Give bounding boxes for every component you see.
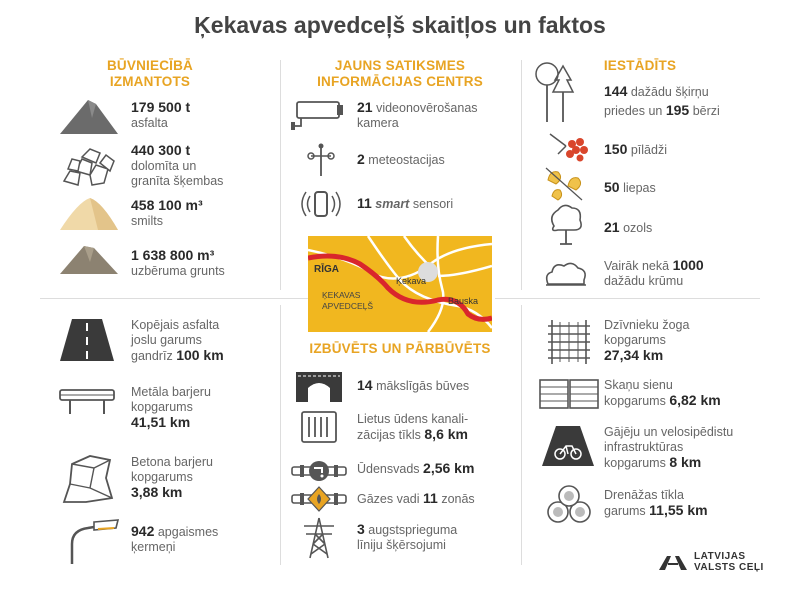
weather-station-icon bbox=[305, 142, 337, 178]
metal-barrier-stat: Metāla barjeru kopgarums 41,51 km bbox=[131, 385, 211, 430]
oak-icon bbox=[546, 202, 586, 246]
noise-barrier-icon bbox=[538, 378, 600, 410]
map-label-riga: RĪGA bbox=[314, 264, 339, 275]
route-map bbox=[308, 236, 492, 332]
gas-pipe-icon bbox=[290, 486, 348, 512]
map-label-kekava: Ķekava bbox=[396, 276, 427, 286]
bridge-structure-icon bbox=[294, 370, 344, 404]
page-title: Ķekavas apvedceļš skaitļos un faktos bbox=[194, 12, 606, 38]
pine-birch-stat: 144 dažādu šķirņu priedes un 195 bērzi bbox=[604, 83, 720, 118]
meteo-stat: 2 meteostacijas bbox=[357, 151, 445, 167]
bike-path-icon bbox=[540, 424, 596, 468]
road-lanes-icon bbox=[58, 317, 116, 363]
water-pipe-stat: Ūdensvads 2,56 km bbox=[357, 460, 475, 476]
divider bbox=[521, 305, 522, 565]
lvc-logo-text: LATVIJAS VALSTS CEĻI bbox=[694, 551, 764, 573]
high-voltage-stat: 3 augstsprieguma līniju šķērsojumi bbox=[357, 521, 458, 552]
noise-barrier-stat: Skaņu sienu kopgarums 6,82 km bbox=[604, 378, 721, 408]
divider bbox=[495, 298, 760, 299]
smart-sensor-stat: 11 smart sensori bbox=[357, 195, 454, 211]
map-label-bypass: ĶEKAVAS bbox=[322, 290, 361, 300]
storm-sewer-stat: Lietus ūdens kanali- zācijas tīkls 8,6 km bbox=[357, 412, 469, 442]
power-line-tower-icon bbox=[302, 516, 336, 560]
rowan-stat: 150 pīlādži bbox=[604, 141, 667, 157]
shrub-stat: Vairāk nekā 1000 dažādu krūmu bbox=[604, 257, 704, 288]
section-heading-traffic-center: JAUNS SATIKSMES INFORMĀCIJAS CENTRS bbox=[317, 58, 483, 89]
sand-pile-icon bbox=[58, 194, 120, 232]
animal-fence-stat: Dzīvnieku žoga kopgarums 27,34 km bbox=[604, 318, 690, 363]
street-light-icon bbox=[64, 516, 120, 566]
oak-stat: 21 ozols bbox=[604, 219, 653, 235]
animal-fence-icon bbox=[546, 318, 592, 366]
linden-stat: 50 liepas bbox=[604, 179, 656, 195]
soil-pile-icon bbox=[58, 242, 120, 276]
divider bbox=[280, 60, 281, 290]
divider bbox=[40, 298, 308, 299]
rowan-icon bbox=[546, 128, 590, 164]
drainage-pipes-icon bbox=[546, 484, 592, 524]
camera-stat: 21 videonovērošanas kamera bbox=[357, 99, 478, 130]
section-heading-construction: BŪVNIECĪBĀ IZMANTOTS bbox=[106, 58, 193, 89]
concrete-barrier-stat: Betona barjeru kopgarums 3,88 km bbox=[131, 455, 214, 500]
gas-pipe-stat: Gāzes vadi 11 zonās bbox=[357, 490, 475, 506]
camera-icon bbox=[289, 98, 347, 132]
drainage-stat: Drenāžas tīkla garums 11,55 km bbox=[604, 488, 708, 518]
asphalt-pile-icon bbox=[58, 96, 120, 136]
section-heading-planted: IESTĀDĪTS bbox=[603, 58, 677, 73]
concrete-barrier-icon bbox=[60, 454, 116, 504]
metal-barrier-icon bbox=[58, 386, 116, 416]
pine-birch-icon bbox=[533, 58, 577, 124]
lanes-stat: Kopējais asfalta joslu garums gandrīz 100 km bbox=[131, 318, 224, 363]
gravel-icon bbox=[60, 145, 116, 189]
water-pipe-icon bbox=[290, 458, 348, 484]
sand-stat: 458 100 m³ smilts bbox=[131, 197, 203, 228]
map-label-bauska: Bauska bbox=[448, 296, 479, 306]
divider bbox=[521, 60, 522, 290]
lights-stat: 942 apgaismes ķermeņi bbox=[131, 523, 219, 554]
linden-icon bbox=[542, 166, 588, 202]
map-label-bypass-2: APVEDCEĻŠ bbox=[322, 301, 374, 311]
soil-stat: 1 638 800 m³ uzbēruma grunts bbox=[131, 247, 225, 278]
lvc-logo-icon bbox=[657, 552, 689, 572]
bike-path-stat: Gājēju un velosipēdistu infrastruktūras kopgarums 8 km bbox=[604, 425, 734, 470]
storm-drain-icon bbox=[300, 410, 338, 444]
section-heading-built: IZBŪVĒTS UN PĀRBŪVĒTS bbox=[309, 341, 491, 356]
shrub-icon bbox=[544, 258, 588, 288]
dolomite-stat: 440 300 t dolomīta un granīta šķembas bbox=[131, 142, 224, 188]
artificial-structures-stat: 14 mākslīgās būves bbox=[357, 377, 470, 393]
asphalt-stat: 179 500 t asfalta bbox=[131, 99, 191, 130]
sensor-icon bbox=[300, 188, 342, 220]
divider bbox=[280, 305, 281, 565]
